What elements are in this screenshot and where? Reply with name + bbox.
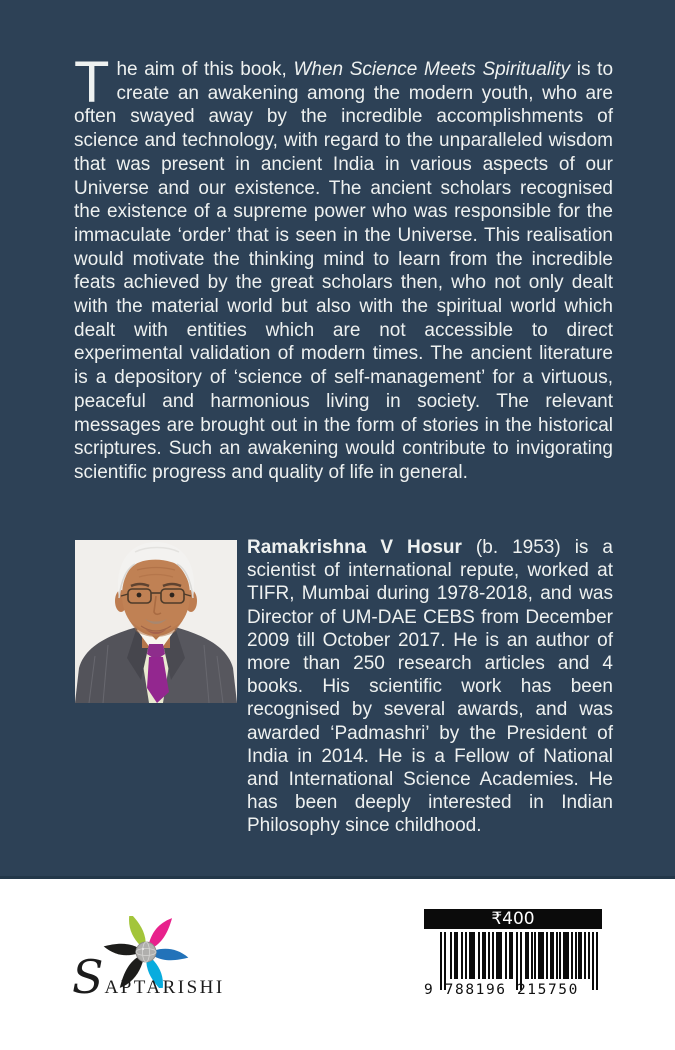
author-photo — [75, 540, 237, 703]
author-bio — [247, 536, 613, 838]
synopsis-lead: he aim of this book, — [116, 59, 294, 80]
price-band — [424, 909, 602, 929]
barcode-block — [424, 909, 602, 998]
dropcap-letter: T — [74, 50, 110, 115]
author-portrait-illustration — [75, 540, 237, 703]
price-label: ₹400 — [491, 909, 535, 929]
author-bio-text: (b. 1953) is a scientist of international repute, worked at TIFR, Mumbai during 1978-2018, and was Director of UM-DAE CEBS from December 2009 till October 2017. He is an author of more than 250 research articles and 4 books. His scientific work has been recognised by several awards, and was awarded ‘Padmashri’ by the President of India in 2014. He is a Fellow of National and International Science Academies. He has been deeply interested in Indian Philosophy since childhood. — [247, 537, 613, 837]
author-name: Ramakrishna V Hosur — [247, 537, 462, 558]
publisher-logo — [72, 916, 225, 1011]
synopsis-body: is to create an awakening among the modern youth, who are often swayed away by the incredible accomplishments of science and technology, with regard to the unparalleled wisdom that was present in ancient India in various aspects of our Universe and our existence. The ancient scholars recognised the existence of a supreme power who was responsible for the immaculate ‘order’ that is seen in the Universe. This realisation would motivate the thinking mind to learn from the incredible feats achieved by the great scholars then, who not only dealt with the material world but also with the spiritual world which dealt with entities which are not accessible to direct experimental validation of modern times. The ancient literature is a depository of ‘science of self-management’ for a virtuous, peaceful and harmonious living in society. The relevant messages are brought out in the form of stories in the historical scriptures. Such an awakening would contribute to invigorating scientific progress and quality of life in general. — [74, 59, 614, 483]
publisher-name — [72, 950, 225, 1004]
publisher-name-rest: APTARISHI — [104, 977, 225, 998]
barcode-bars — [424, 932, 602, 998]
synopsis-paragraph — [74, 50, 614, 485]
publisher-initial: S — [72, 950, 104, 1004]
book-title: When Science Meets Spirituality — [293, 59, 571, 80]
isbn-digits: 9 788196 215750 — [424, 982, 579, 998]
